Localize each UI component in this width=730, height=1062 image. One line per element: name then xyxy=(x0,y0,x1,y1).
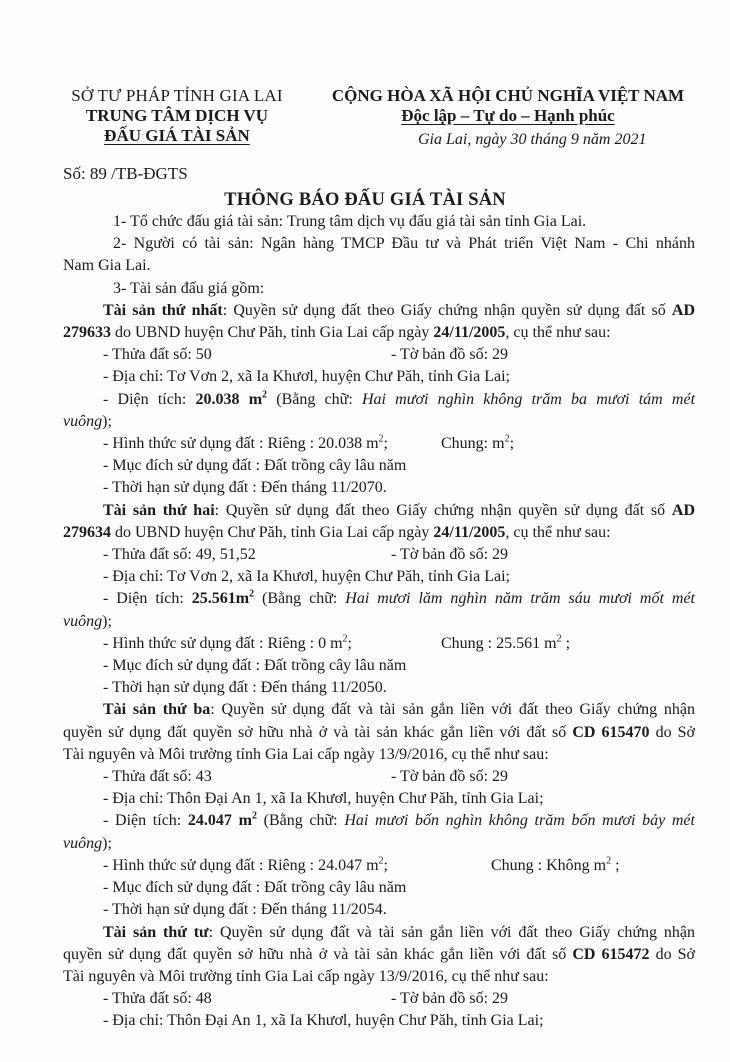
asset1-area: - Diện tích: 20.038 $m^2$ (Bằng chữ: Hai mươi nghìn không trăm ba mươi tám mét xyxy=(103,389,696,408)
intro-item-2-line1: 2- Người có tài sản: Ngân hàng TMCP Đầu tư và Phát triển Việt Nam - Chi nhánh xyxy=(113,235,695,253)
asset3-area: - Diện tích: 24.047 $m^2$ (Bằng chữ: Hai mươi bốn nghìn không trăm bốn mươi bảy mét xyxy=(103,811,695,830)
asset4-label: Tài sản thứ tư xyxy=(103,923,209,941)
asset3-cert: CD 615470 xyxy=(572,723,650,741)
agency-name: SỞ TƯ PHÁP TỈNH GIA LAI xyxy=(71,86,283,105)
asset1-purpose: - Mục đích sử dụng đất : Đất trồng cây lâu năm xyxy=(103,457,407,475)
asset2-parcel: - Thửa đất số: 49, 51,52 xyxy=(103,546,256,564)
asset2-purpose: - Mục đích sử dụng đất : Đất trồng cây lâu năm xyxy=(103,657,407,675)
asset2-heading-cont: 279634 do UBND huyện Chư Păh, tỉnh Gia Lai cấp ngày 24/11/2005, cụ thể như sau: xyxy=(63,523,611,541)
asset3-use-form: - Hình thức sử dụng đất : Riêng : 24.047 $m^2$; Chung : Không $m^2$ ; xyxy=(103,855,620,874)
asset2-term: - Thời hạn sử dụng đất : Đến tháng 11/2050. xyxy=(103,679,387,697)
asset3-heading-cont: quyền sử dụng đất quyền sở hữu nhà ở và tài sản khác gắn liền với đất số CD 615470 do Sở xyxy=(63,723,696,741)
asset4-heading: Tài sản thứ tư: Quyền sử dụng đất và tài sản gắn liền với đất theo Giấy chứng nhận xyxy=(103,923,696,941)
asset4-map-sheet: - Tờ bản đồ số: 29 xyxy=(391,990,509,1008)
intro-item-2-line2: Nam Gia Lai. xyxy=(63,257,151,275)
intro-item-3: 3- Tài sản đấu giá gồm: xyxy=(113,279,265,297)
asset1-label: Tài sản thứ nhất xyxy=(103,301,223,319)
national-motto: Độc lập – Tự do – Hạnh phúc xyxy=(401,106,615,125)
asset1-cert-number: 279633 xyxy=(63,324,111,342)
asset1-address: - Địa chỉ: Tơ Vơn 2, xã Ia Khươl, huyện Chư Păh, tỉnh Gia Lai; xyxy=(103,368,510,386)
asset3-area-cont: vuông); xyxy=(63,834,112,852)
asset1-term: - Thời hạn sử dụng đất : Đến tháng 11/2070. xyxy=(103,479,387,497)
asset2-area-cont: vuông); xyxy=(63,612,112,630)
asset3-term: - Thời hạn sử dụng đất : Đến tháng 11/2054. xyxy=(103,901,387,919)
asset2-address: - Địa chỉ: Tơ Vơn 2, xã Ia Khươl, huyện Chư Păh, tỉnh Gia Lai; xyxy=(103,568,510,586)
asset1-use-form: - Hình thức sử dụng đất : Riêng : 20.038 $m^2$; Chung: $m^2$; xyxy=(63,433,695,455)
asset4-heading-cont2: Tài nguyên và Môi trường tỉnh Gia Lai cấp ngày 13/9/2016, cụ thể như sau: xyxy=(63,967,549,985)
asset2-heading: Tài sản thứ hai: Quyền sử dụng đất theo Giấy chứng nhận quyền sử dụng đất số AD xyxy=(103,501,696,519)
asset4-parcel-row xyxy=(63,988,695,1010)
asset2-cert-number: 279634 xyxy=(63,523,111,541)
asset1-parcel: - Thửa đất số: 50 xyxy=(103,346,212,364)
center-name-line1: TRUNG TÂM DỊCH VỤ xyxy=(85,106,269,125)
asset1-area-words: Hai mươi nghìn không trăm ba mươi tám mét xyxy=(361,390,696,408)
asset1-parcel-row xyxy=(63,344,695,366)
asset4-address: - Địa chỉ: Thôn Đại An 1, xã Ia Khươl, huyện Chư Păh, tỉnh Gia Lai; xyxy=(103,1012,544,1030)
asset3-parcel-row xyxy=(63,766,695,788)
asset2-parcel-row xyxy=(63,544,695,566)
asset3-parcel: - Thửa đất số: 43 xyxy=(103,768,212,786)
asset3-label: Tài sản thứ ba xyxy=(103,701,211,719)
issue-date: Gia Lai, ngày 30 tháng 9 năm 2021 xyxy=(418,131,647,148)
asset1-area-cont: vuông); xyxy=(63,412,112,430)
asset2-map-sheet: - Tờ bản đồ số: 29 xyxy=(391,546,509,564)
asset3-heading: Tài sản thứ ba: Quyền sử dụng đất và tài sản gắn liền với đất theo Giấy chứng nhận xyxy=(103,701,696,719)
asset1-heading: Tài sản thứ nhất: Quyền sử dụng đất theo Giấy chứng nhận quyền sử dụng đất số AD xyxy=(103,301,695,319)
asset3-address: - Địa chỉ: Thôn Đại An 1, xã Ia Khươl, huyện Chư Păh, tỉnh Gia Lai; xyxy=(103,790,544,808)
center-name-line2: ĐẤU GIÁ TÀI SẢN xyxy=(104,126,250,145)
asset3-map-sheet: - Tờ bản đồ số: 29 xyxy=(391,768,509,786)
asset3-purpose: - Mục đích sử dụng đất : Đất trồng cây lâu năm xyxy=(103,879,407,897)
asset4-parcel: - Thửa đất số: 48 xyxy=(103,990,212,1008)
asset2-label: Tài sản thứ hai xyxy=(103,501,215,519)
asset1-area-value: 20.038 $m^2$ xyxy=(195,389,268,408)
asset1-map-sheet: - Tờ bản đồ số: 29 xyxy=(391,346,509,364)
document-body xyxy=(63,211,695,1033)
national-header-block xyxy=(318,86,698,126)
asset2-use-form: - Hình thức sử dụng đất : Riêng : 0 $m^2$; Chung : 25.561 $m^2$ ; xyxy=(103,633,571,652)
asset1-heading-cont: 279633 do UBND huyện Chư Păh, tỉnh Gia Lai cấp ngày 24/11/2005, cụ thể như sau: xyxy=(63,324,611,342)
asset1-shared: Chung: $m^2$; xyxy=(441,433,515,453)
asset2-area: - Diện tích: $25.561m^2$ (Bằng chữ: Hai mươi lăm nghìn năm trăm sáu mươi mốt mét xyxy=(103,589,695,608)
intro-item-1: 1- Tổ chức đấu giá tài sản: Trung tâm dịch vụ đấu giá tài sản tỉnh Gia Lai. xyxy=(113,213,587,230)
asset1-issue-date: 24/11/2005 xyxy=(433,324,506,342)
document-title: THÔNG BÁO ĐẤU GIÁ TÀI SẢN xyxy=(224,190,506,210)
asset3-heading-cont2: Tài nguyên và Môi trường tỉnh Gia Lai cấp ngày 13/9/2016, cụ thể như sau: xyxy=(63,745,549,763)
asset1-cert-prefix: AD xyxy=(671,301,695,319)
document-number: Số: 89 /TB-ĐGTS xyxy=(63,164,188,183)
country-name: CỘNG HÒA XÃ HỘI CHỦ NGHĨA VIỆT NAM xyxy=(331,86,685,105)
issuing-agency-block xyxy=(62,86,292,146)
asset4-cert: CD 615472 xyxy=(572,945,650,963)
asset4-heading-cont: quyền sử dụng đất quyền sở hữu nhà ở và tài sản khác gắn liền với đất số CD 615472 do Sở xyxy=(63,945,696,963)
